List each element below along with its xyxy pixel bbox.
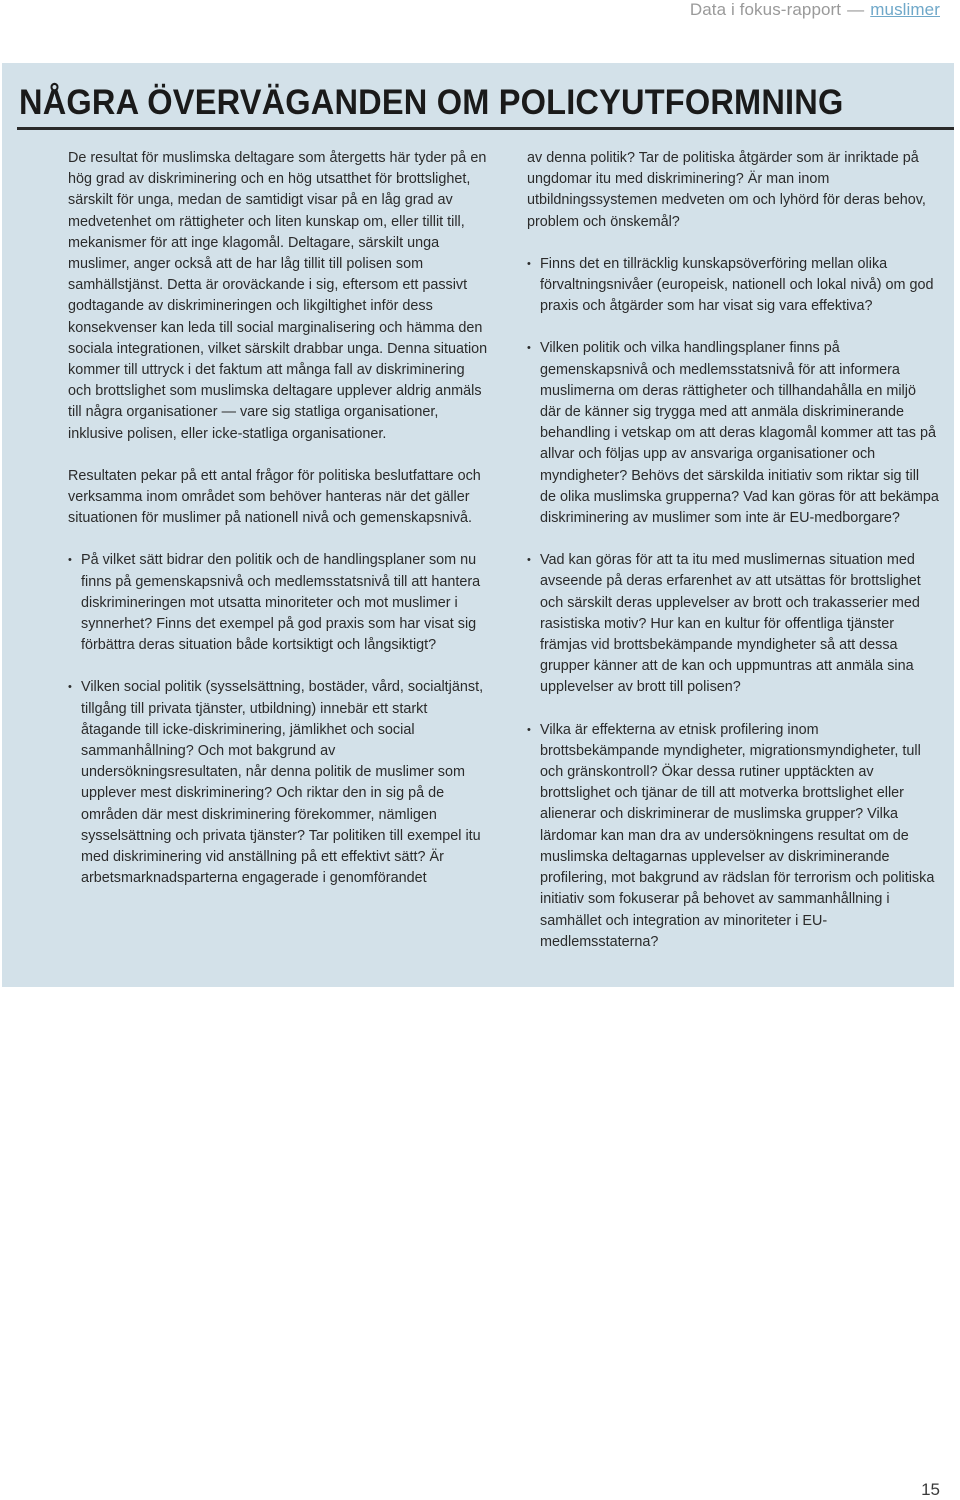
list-item	[68, 550, 488, 656]
header-separator: —	[847, 0, 865, 19]
intro-paragraph: De resultat för muslimska deltagare som återgetts här tyder på en hög grad av diskriminering och en hög utsatthet för brottslighet, särskilt för unga, medan de samtidigt visar på en låg grad av medvetenhet om rättigheter och liten kunskap om, eller tillit till, mekanismer för att inge klagomål. Deltagare, särskilt unga muslimer, anger också att de har låg tillit till polisen som samhällstjänst. Detta är oroväckande i sig, eftersom ett passivt godtagande av diskrimineringen och likgiltighet inför dess konsekvenser kan leda till social marginalisering och hämma den sociala integrationen, vilket särskilt drabbar unga. Denna situation kommer till uttryck i det faktum att många fall av diskriminering och brottslighet som muslimska deltagare upplever aldrig anmäls till några organisationer — vare sig statliga organisationer, inklusive polisen, eller icke-statliga organisationer.	[68, 150, 488, 442]
bullet-icon: •	[527, 554, 531, 567]
page-number: 15	[921, 1480, 940, 1499]
page-title: NÅGRA ÖVERVÄGANDEN OM POLICYUTFORMNING	[19, 83, 844, 122]
bullet-icon: •	[527, 342, 531, 355]
left-column	[68, 148, 488, 890]
publication-name: Data i fokus-rapport	[689, 0, 842, 19]
bullet-icon: •	[68, 554, 72, 567]
list-item	[527, 254, 939, 318]
title-divider	[17, 127, 954, 130]
list-item	[527, 550, 939, 698]
list-item-text: Vilken politik och vilka handlingsplaner finns på gemenskapsnivå och medlemsstatsnivå för att informera muslimerna om deras rättigheter och tillhandahålla en miljö där de känner sig trygga med att anmäla diskriminerande behandling i vetskap om att deras klagomål kommer att tas på allvar och följas upp av ansvariga organisationer och myndigheter? Behövs det särskilda initiativ som riktar sig till de olika muslimska grupperna? Vad kan göras för att bekämpa diskriminering av muslimer som inte är EU-medborgare?	[540, 340, 939, 527]
second-paragraph: Resultaten pekar på ett antal frågor för politiska beslutfattare och verksamma inom området som behöver hanteras när det gäller situationen för muslimer på nationell nivå och gemenskapsnivå.	[68, 467, 481, 527]
bullet-icon: •	[527, 257, 531, 270]
running-header	[690, 0, 940, 20]
right-bullet-list	[527, 254, 939, 953]
left-bullet-list	[68, 550, 488, 889]
continuation-paragraph: av denna politik? Tar de politiska åtgärder som är inriktade på ungdomar itu med diskriminering? Är man inom utbildningssystemen medveten om och lyhörd för deras behov, problem och önskemål?	[527, 150, 926, 230]
list-item	[527, 720, 939, 953]
list-item-text: På vilket sätt bidrar den politik och de handlingsplaner som nu finns på gemenskapsnivå och medlemsstatsnivå till att hantera diskrimineringen mot utsatta minoriteter och mot muslimer i synnerhet? Finns det exempel på god praxis som har visat sig förbättra deras situation både kortsiktigt och långsiktigt?	[81, 552, 481, 654]
list-item	[68, 677, 488, 889]
list-item-text: Finns det en tillräcklig kunskapsöverföring mellan olika förvaltningsnivåer (europeisk, nationell och lokal nivå) om god praxis och åtgärder som har visat sig vara effektiva?	[540, 255, 934, 315]
list-item	[527, 338, 939, 529]
list-item-text: Vad kan göras för att ta itu med muslimernas situation med avseende på deras erfarenhet av att utsättas för brottslighet och särskilt deras upplevelser av brott och trakasserier med rasistiska motiv? Hur kan en kultur för offentliga tjänster främjas vid brottsbekämpande myndigheter så att dessa grupper känner att de kan och uppmuntras att anmäla sina upplevelser av brott till polisen?	[540, 552, 921, 696]
policy-panel	[2, 63, 954, 987]
list-item-text: Vilka är effekterna av etnisk profilering inom brottsbekämpande myndigheter, migrationsmyndigheter, tull och gränskontroll? Ökar dessa rutiner upptäckten av brottslighet och tjänar de till att motverka brottslighet eller alienerar och diskriminerar de muslimska grupper? Vilka lärdomar kan man dra av undersökningens resultat om de muslimska deltagarnas upplevelser av diskriminerande profilering, mot bakgrund av rädslan för terrorism och politiska initiativ som fokuserar på behovet av sammanhållning i samhället och integration av minoriteter i EU-medlemsstaterna?	[540, 721, 935, 950]
bullet-icon: •	[68, 681, 72, 694]
bullet-icon: •	[527, 723, 531, 736]
header-topic-link[interactable]: muslimer	[870, 0, 940, 19]
list-item-text: Vilken social politik (sysselsättning, bostäder, vård, socialtjänst, tillgång till privata tjänster, utbildning) innebär ett starkt åtagande till icke-diskriminering, jämlikhet och social sammanhållning? Och mot bakgrund av undersökningsresultaten, når denna politik de muslimer som upplever mest diskriminering? Och riktar den in sig på de områden där mest diskriminering förekommer, nämligen sysselsättning och privata tjänster? Tar politiken till exempel itu med diskriminering vid anställning på ett effektivt sätt? Är arbetsmarknadsparterna engagerade i genomförandet	[81, 679, 484, 887]
right-column	[527, 148, 939, 953]
